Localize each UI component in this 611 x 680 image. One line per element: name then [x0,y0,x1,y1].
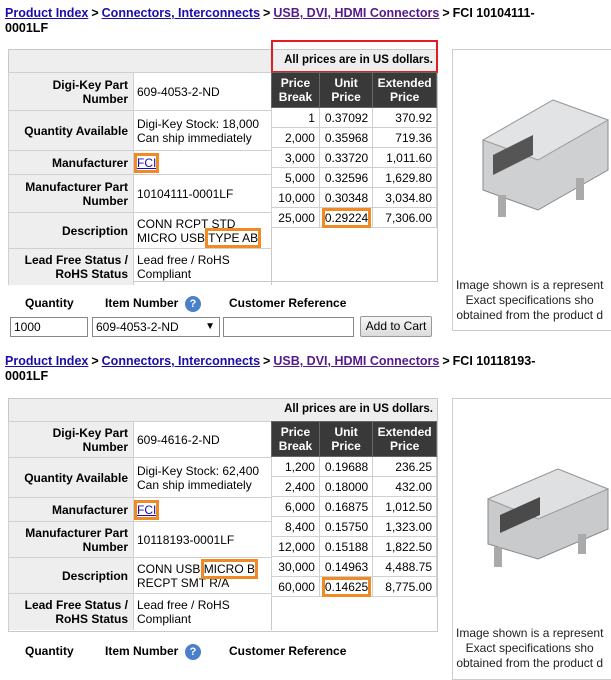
price-row: 6,000 0.16875 1,012.50 [272,497,437,517]
breadcrumb: Product Index > Connectors, Interconnects > USB, DVI, HDMI Connectors > FCI 10104111-0001LF [5,6,535,35]
attr-value: Digi-Key Stock: 62,400 Can ship immediately [134,458,272,498]
attr-label: Manufacturer Part Number [9,522,134,558]
attr-value: Lead free / RoHS Compliant [134,594,272,630]
prices-note: All prices are in US dollars. [284,403,433,415]
quantity-label: Quantity [25,644,74,658]
attr-value: Digi-Key Stock: 18,000 Can ship immediately [134,111,272,151]
product-photo [458,60,611,260]
add-to-cart-button[interactable]: Add to Cart [360,316,432,337]
col-unit-price: Unit Price [319,73,372,108]
col-unit-price: Unit Price [319,422,372,457]
attr-label: Lead Free Status / RoHS Status [9,594,134,630]
attr-value: 609-4053-2-ND [134,73,272,111]
price-row: 25,000 0.29224 7,306.00 [272,208,437,228]
image-caption: Image shown is a represent Exact specifications sho obtained from the product d [456,278,604,322]
breadcrumb-link-connectors[interactable]: Connectors, Interconnects [101,6,261,20]
manufacturer-link[interactable]: FCI [137,502,157,517]
col-extended-price: Extended Price [373,422,437,457]
price-table [271,72,437,228]
customer-reference-label: Customer Reference [229,644,347,658]
attr-label: Description [9,213,134,249]
breadcrumb-link-usb-dvi-hdmi[interactable]: USB, DVI, HDMI Connectors [273,6,440,20]
manufacturer-link[interactable]: FCI [137,155,157,170]
customer-reference-input[interactable] [223,317,354,337]
breadcrumb-link-connectors[interactable]: Connectors, Interconnects [101,354,261,368]
col-extended-price: Extended Price [373,73,437,108]
price-row: 30,000 0.14963 4,488.75 [272,557,437,577]
attr-label: Manufacturer [9,151,134,175]
price-table [271,421,437,597]
price-row: 3,000 0.33720 1,011.60 [272,148,437,168]
attr-value: CONN USB MICRO B RECPT SMT R/A [134,558,272,594]
breadcrumb-link-product-index[interactable]: Product Index [5,354,89,368]
attributes-table [8,421,272,630]
item-number-label: Item Number [105,296,179,310]
attr-label: Lead Free Status / RoHS Status [9,249,134,285]
price-row: 10,000 0.30348 3,034.80 [272,188,437,208]
breadcrumb-link-product-index[interactable]: Product Index [5,6,89,20]
price-row: 12,000 0.15188 1,822.50 [272,537,437,557]
chevron-down-icon: ▼ [205,321,215,332]
help-icon[interactable]: ? [185,644,201,660]
description-highlight: MICRO B [203,561,256,576]
price-row: 60,000 0.14625 8,775.00 [272,577,437,597]
page-title: FCI 10104111-0001LF [5,6,535,35]
attr-value: 10104111-0001LF [134,175,272,213]
product-photo [458,429,611,629]
attr-value: 10118193-0001LF [134,522,272,558]
price-row: 5,000 0.32596 1,629.80 [272,168,437,188]
annotation-red-box [271,40,438,73]
col-price-break: Price Break [272,73,320,108]
help-icon[interactable]: ? [185,296,201,312]
attr-label: Manufacturer Part Number [9,175,134,213]
attr-value: 609-4616-2-ND [134,422,272,458]
attributes-table [8,72,272,285]
attr-label: Digi-Key Part Number [9,422,134,458]
price-row: 8,400 0.15750 1,323.00 [272,517,437,537]
unit-price-highlight: 0.14625 [324,579,369,594]
attr-label: Manufacturer [9,498,134,522]
image-caption: Image shown is a represent Exact specifications sho obtained from the product d [456,626,604,670]
description-highlight: TYPE AB [208,230,259,245]
breadcrumb: Product Index > Connectors, Interconnects > USB, DVI, HDMI Connectors > FCI 10118193-0001LF [5,354,536,383]
col-price-break: Price Break [272,422,320,457]
item-number-select[interactable]: 609-4053-2-ND ▼ [92,317,220,337]
price-row: 1,200 0.19688 236.25 [272,457,437,477]
customer-reference-label: Customer Reference [229,296,347,310]
attr-value: CONN RCPT STD MICRO USB TYPE AB [134,213,272,249]
page-title: FCI 10118193-0001LF [5,354,536,383]
attr-label: Quantity Available [9,111,134,151]
item-number-label: Item Number [105,644,179,658]
breadcrumb-link-usb-dvi-hdmi[interactable]: USB, DVI, HDMI Connectors [273,354,440,368]
attr-label: Quantity Available [9,458,134,498]
quantity-label: Quantity [25,296,74,310]
quantity-input[interactable]: 1000 [10,317,88,337]
attr-label: Description [9,558,134,594]
price-row: 2,000 0.35968 719.36 [272,128,437,148]
unit-price-highlight: 0.29224 [324,210,369,225]
attr-label: Digi-Key Part Number [9,73,134,111]
price-row: 1 0.37092 370.92 [272,108,437,128]
attr-value: Lead free / RoHS Compliant [134,249,272,285]
price-row: 2,400 0.18000 432.00 [272,477,437,497]
prices-note: All prices are in US dollars. [284,54,433,66]
